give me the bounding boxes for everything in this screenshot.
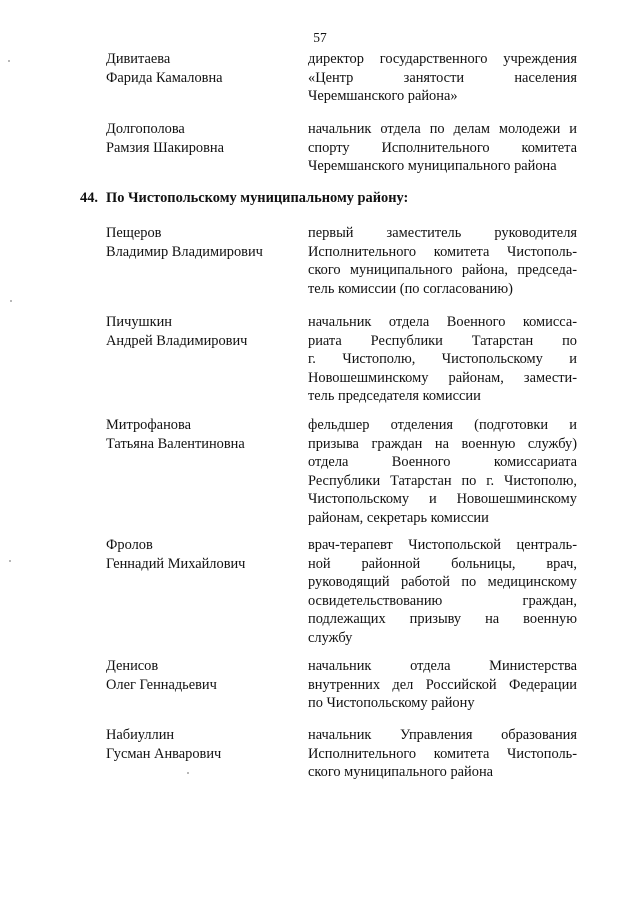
member-position [308, 536, 577, 647]
position-line: спорту Исполнительного комитета [308, 139, 577, 156]
member-name [106, 50, 296, 87]
member-name [106, 536, 296, 573]
member-name [106, 224, 296, 261]
member-position [308, 657, 577, 713]
section-heading [80, 190, 408, 207]
member-name [106, 726, 296, 763]
scan-speck [9, 560, 11, 562]
member-surname: Долгополова [106, 121, 185, 137]
member-surname: Набиуллин [106, 727, 175, 743]
position-line: отдела Военного комиссариата [308, 454, 577, 470]
position-line: подлежащих призыву на военную [308, 611, 577, 627]
position-line: начальник отдела Военного комисса- [308, 314, 577, 330]
member-name [106, 657, 296, 694]
position-line: районам, секретарь комиссии [308, 509, 489, 526]
member-surname: Пещеров [106, 225, 162, 241]
position-line: Исполнительного комитета Чистополь- [308, 745, 577, 762]
member-given-names: Геннадий Михайлович [106, 555, 246, 572]
position-line: Республики Татарстан по г. Чистополю, [308, 472, 577, 489]
member-given-names: Гусман Анварович [106, 745, 222, 762]
member-surname: Пичушкин [106, 314, 173, 330]
position-line: фельдшер отделения (подготовки и [308, 417, 577, 433]
scan-speck [10, 300, 12, 302]
member-position [308, 726, 577, 782]
member-name [106, 120, 296, 157]
position-line: внутренних дел Российской Федерации [308, 676, 577, 693]
position-line: ной районной больницы, врач, [308, 555, 577, 572]
member-given-names: Владимир Владимирович [106, 243, 263, 260]
member-name [106, 416, 296, 453]
position-line: тель председателя комиссии [308, 388, 481, 404]
member-given-names: Рамзия Шакировна [106, 139, 224, 156]
member-given-names: Андрей Владимирович [106, 332, 248, 349]
position-line: начальник Управления образования [308, 727, 577, 743]
position-line: «Центр занятости населения [308, 69, 577, 86]
page-number: 57 [313, 30, 327, 45]
member-position [308, 313, 577, 406]
position-line: риата Республики Татарстан по [308, 332, 577, 349]
section-number: 44. [80, 190, 98, 206]
position-line: директор государственного учреждения [308, 51, 577, 67]
member-position [308, 120, 577, 176]
member-surname: Денисов [106, 658, 159, 674]
position-line: Черемшанского района» [308, 88, 458, 104]
member-position [308, 50, 577, 106]
position-line: руководящий работой по медицинскому [308, 574, 577, 590]
position-line: освидетельствованию граждан, [308, 592, 577, 609]
member-position [308, 224, 577, 298]
member-name [106, 313, 296, 350]
member-position [308, 416, 577, 527]
position-line: Новошешминскому районам, замести- [308, 369, 577, 386]
section-title: По Чистопольскому муниципальному району: [106, 190, 409, 206]
position-line: Исполнительного комитета Чистополь- [308, 243, 577, 260]
position-line: Черемшанского муниципального района [308, 158, 557, 174]
position-line: начальник отдела по делам молодежи и [308, 121, 577, 137]
scan-speck [187, 772, 189, 774]
member-given-names: Татьяна Валентиновна [106, 435, 245, 452]
member-surname: Дивитаева [106, 51, 171, 67]
position-line: г. Чистополю, Чистопольскому и [308, 351, 577, 367]
position-line: службу [308, 629, 353, 646]
position-line: призыва граждан на военную службу) [308, 435, 577, 452]
position-line: по Чистопольскому району [308, 695, 475, 711]
position-line: ского муниципального района, председа- [308, 262, 577, 278]
position-line: начальник отдела Министерства [308, 658, 577, 674]
member-surname: Митрофанова [106, 417, 191, 433]
position-line: тель комиссии (по согласованию) [308, 280, 513, 297]
position-line: первый заместитель руководителя [308, 225, 577, 241]
member-given-names: Олег Геннадьевич [106, 676, 217, 693]
position-line: Чистопольскому и Новошешминскому [308, 491, 577, 507]
member-surname: Фролов [106, 537, 153, 553]
scan-speck [8, 60, 10, 62]
position-line: врач-терапевт Чистопольской централь- [308, 537, 577, 553]
position-line: ского муниципального района [308, 764, 494, 780]
member-given-names: Фарида Камаловна [106, 69, 223, 86]
